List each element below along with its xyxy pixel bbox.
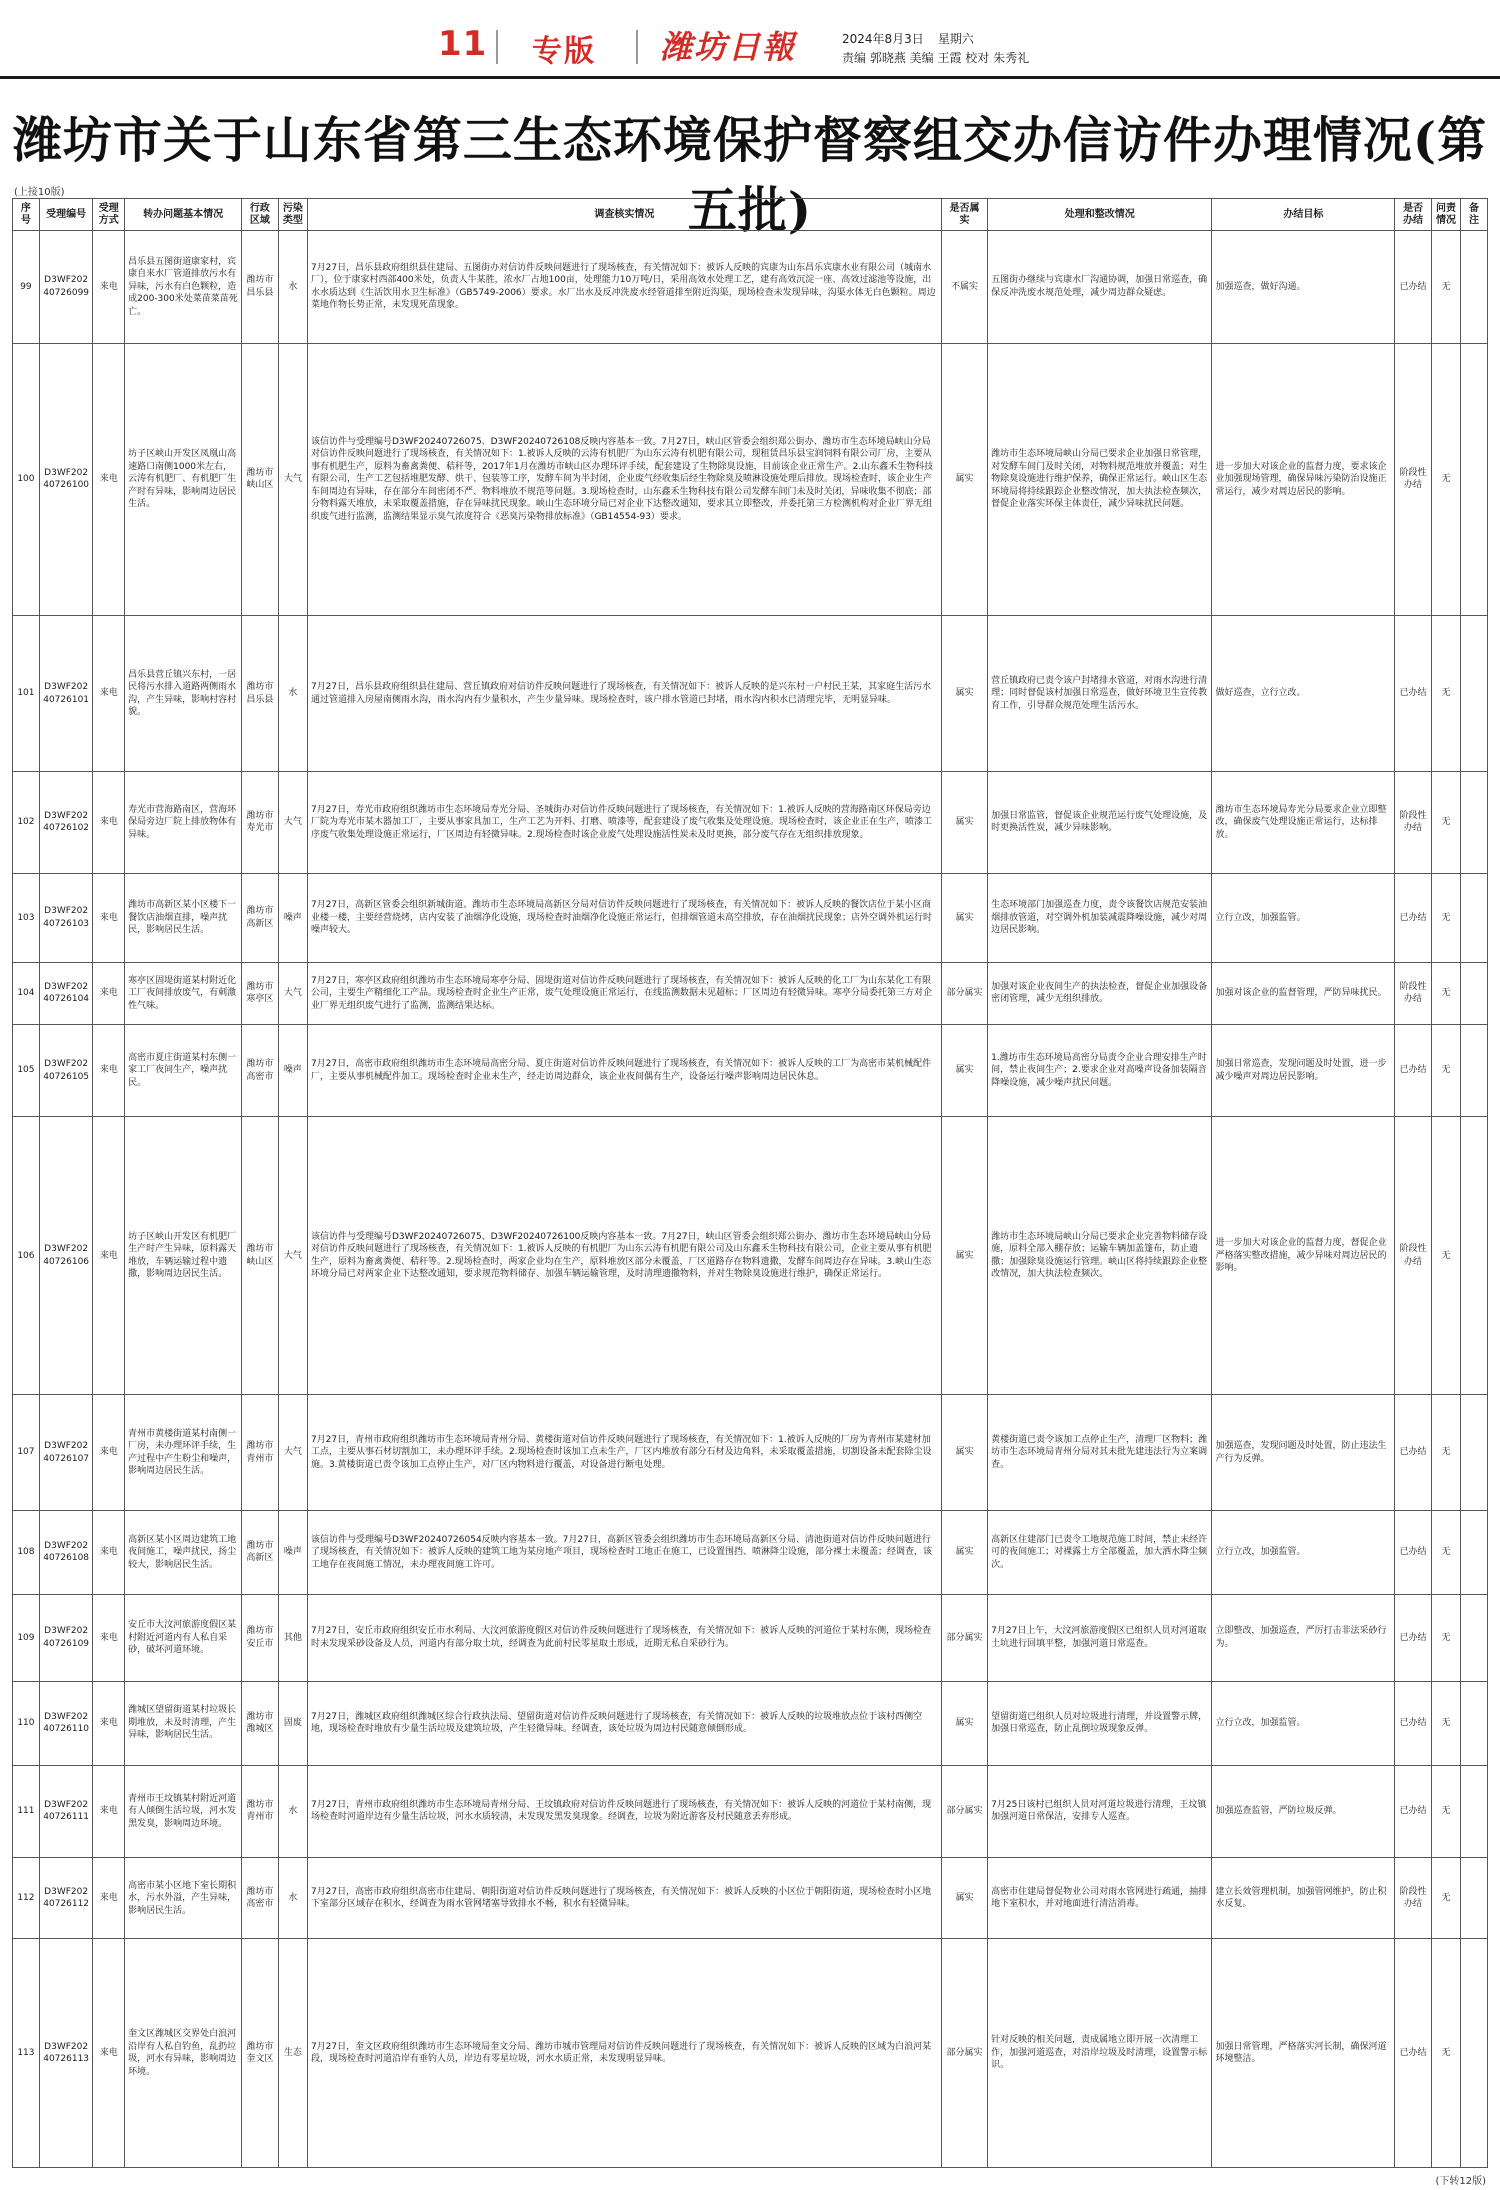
column-header: 转办问题基本情况 [125, 199, 242, 231]
completion-goal: 做好巡查，立行立改。 [1212, 615, 1395, 771]
investigation-text: 该信访件与受理编号D3WF20240726075、D3WF20240726100反映内容基本一致。7月27日，峡山区管委会组织郑公街办、潍坊市生态环境局峡山分局对信访件反映问题进行了现场核查，有关情况如下：1.被诉人反映的有机肥厂为山东云涛有机肥有限公司及山东鑫禾生物科技有限公司，企业主要从事有机肥生产，原料为畜禽粪便、秸秆等。2.现场检查时，两家企业均在生产，原料堆放区部分未覆盖，厂区道路存在物料遗撒，发酵车间周边存在异味。3.峡山生态环境分局已对两家企业下达整改通知，要求规范物料储存、加强车辆运输管理，及时清理遗撒物料，并对生物除臭设施进行维护，确保正常运行。 [307, 1117, 941, 1395]
accountability: 无 [1431, 1939, 1460, 2168]
closed-status: 阶段性办结 [1395, 1117, 1432, 1395]
case-id: D3WF20240726106 [39, 1117, 93, 1395]
handling-text: 高新区住建部门已责令工地规范施工时间，禁止未经许可的夜间施工；对裸露土方全部覆盖，加大洒水降尘频次。 [988, 1510, 1212, 1594]
intake-method: 来电 [93, 772, 125, 873]
handling-text: 望留街道已组织人员对垃圾进行清理，并设置警示牌，加强日常巡查，防止乱倒垃圾现象反弹。 [988, 1681, 1212, 1765]
pollution-type: 大气 [278, 1395, 307, 1511]
investigation-text: 7月27日，青州市政府组织潍坊市生态环境局青州分局、黄楼街道对信访件反映问题进行了现场核查，有关情况如下：1.被诉人反映的厂房为青州市某建材加工点，主要从事石材切割加工，未办理环评手续。2.现场检查时该加工点未生产，厂区内堆放有部分石材及边角料，未采取覆盖措施，切割设备未配套除尘设施。3.黄楼街道已责令该加工点停止生产，对厂区内物料进行覆盖，对设备进行断电处理。 [307, 1395, 941, 1511]
continued-to: (下转12版) [1435, 2176, 1486, 2187]
case-id: D3WF20240726113 [39, 1939, 93, 2168]
accountability: 无 [1431, 343, 1460, 615]
intake-method: 来电 [93, 1681, 125, 1765]
issue-summary: 坊子区峡山开发区有机肥厂生产时产生异味，原料露天堆放，车辆运输过程中遗撒，影响周边居民生活。 [125, 1117, 242, 1395]
verified-status: 属实 [941, 1024, 987, 1117]
masthead-rule [0, 76, 1500, 79]
issue-summary: 安丘市大汶河旅游度假区某村附近河道内有人私自采砂，破坏河道环境。 [125, 1594, 242, 1681]
admin-area: 潍坊市青州市 [242, 1395, 279, 1511]
case-id: D3WF20240726107 [39, 1395, 93, 1511]
admin-area: 潍坊市安丘市 [242, 1594, 279, 1681]
accountability: 无 [1431, 873, 1460, 963]
case-id: D3WF20240726104 [39, 963, 93, 1025]
column-header: 行政区域 [242, 199, 279, 231]
closed-status: 阶段性办结 [1395, 343, 1432, 615]
note [1461, 963, 1488, 1025]
accountability: 无 [1431, 1117, 1460, 1395]
investigation-text: 7月27日，寿光市政府组织潍坊市生态环境局寿光分局、圣城街办对信访件反映问题进行了现场核查，有关情况如下：1.被诉人反映的营海路南区环保局旁边厂院为寿光市某木器加工厂，主要从事家具加工，生产工艺为开料、打磨、喷漆等，配套建设了废气收集及处理设施。现场检查时，该企业正在生产，喷漆工序废气收集处理设施正常运行，厂区周边有轻微异味。2.现场检查时该企业废气处理设施活性炭未及时更换，部分废气存在无组织排放现象。 [307, 772, 941, 873]
case-id: D3WF20240726111 [39, 1765, 93, 1858]
closed-status: 已办结 [1395, 1939, 1432, 2168]
note [1461, 1024, 1488, 1117]
table-header [13, 199, 1488, 231]
verified-status: 属实 [941, 1681, 987, 1765]
handling-text: 加强对该企业夜间生产的执法检查，督促企业加强设备密闭管理，减少无组织排放。 [988, 963, 1212, 1025]
table-row [13, 1858, 1488, 1939]
verified-status: 属实 [941, 615, 987, 771]
case-id: D3WF20240726108 [39, 1510, 93, 1594]
completion-goal: 潍坊市生态环境局寿光分局要求企业立即整改，确保废气处理设施正常运行，达标排放。 [1212, 772, 1395, 873]
issue-summary: 坊子区峡山开发区凤凰山高速路口南侧1000米左右，云涛有机肥厂、有机肥厂生产时有异味，影响周边居民生活。 [125, 343, 242, 615]
verified-status: 不属实 [941, 231, 987, 344]
note [1461, 772, 1488, 873]
intake-method: 来电 [93, 231, 125, 344]
handling-text: 针对反映的相关问题，责成属地立即开展一次清理工作，加强河道巡查，对沿岸垃圾及时清理，设置警示标识。 [988, 1939, 1212, 2168]
handling-text: 潍坊市生态环境局峡山分局已要求企业加强日常管理，对发酵车间门及时关闭，对物料规范堆放并覆盖；对生物除臭设施进行维护保养，确保正常运行。峡山区生态环境局将持续跟踪企业整改情况，加大执法检查频次，督促企业落实环保主体责任，减少异味扰民问题。 [988, 343, 1212, 615]
table-row [13, 1681, 1488, 1765]
table-row [13, 1117, 1488, 1395]
note [1461, 1858, 1488, 1939]
handling-text: 五图街办继续与宾康水厂沟通协调，加强日常巡查，确保反冲洗废水规范处理，减少周边群众疑虑。 [988, 231, 1212, 344]
note [1461, 231, 1488, 344]
table-row [13, 1939, 1488, 2168]
column-header: 受理编号 [39, 199, 93, 231]
intake-method: 来电 [93, 1939, 125, 2168]
page-title: 潍坊市关于山东省第三生态环境保护督察组交办信访件办理情况(第五批) [12, 111, 1488, 239]
accountability: 无 [1431, 1024, 1460, 1117]
admin-area: 潍坊市寿光市 [242, 772, 279, 873]
column-header: 是否属实 [941, 199, 987, 231]
divider [496, 30, 498, 64]
table-row [13, 343, 1488, 615]
pollution-type: 水 [278, 1858, 307, 1939]
admin-area: 潍坊市潍城区 [242, 1681, 279, 1765]
section-name: 专版 [532, 34, 596, 69]
intake-method: 来电 [93, 873, 125, 963]
column-header: 受理方式 [93, 199, 125, 231]
note [1461, 1939, 1488, 2168]
intake-method: 来电 [93, 1117, 125, 1395]
closed-status: 阶段性办结 [1395, 772, 1432, 873]
issue-summary: 潍坊市高新区某小区楼下一餐饮店油烟直排，噪声扰民，影响居民生活。 [125, 873, 242, 963]
investigation-text: 7月27日，潍城区政府组织潍城区综合行政执法局、望留街道对信访件反映问题进行了现场核查，有关情况如下：被诉人反映的垃圾堆放点位于该村西侧空地，现场检查时堆放有少量生活垃圾及建筑垃圾，产生轻微异味。经调查，该处垃圾为周边村民随意倾倒形成。 [307, 1681, 941, 1765]
pollution-type: 大气 [278, 343, 307, 615]
table-row [13, 873, 1488, 963]
investigation-text: 7月27日，奎文区政府组织潍坊市生态环境局奎文分局、潍坊市城市管理局对信访件反映问题进行了现场核查，有关情况如下：被诉人反映的区域为白浪河某段，现场检查时河道沿岸有垂钓人员，岸边有零星垃圾，河水水质正常，未发现明显异味。 [307, 1939, 941, 2168]
intake-method: 来电 [93, 1024, 125, 1117]
row-number: 111 [13, 1765, 40, 1858]
verified-status: 属实 [941, 873, 987, 963]
completion-goal: 加强巡查，做好沟通。 [1212, 231, 1395, 344]
verified-status: 部分属实 [941, 1939, 987, 2168]
pollution-type: 其他 [278, 1594, 307, 1681]
completion-goal: 立即整改，加强巡查，严厉打击非法采砂行为。 [1212, 1594, 1395, 1681]
closed-status: 已办结 [1395, 1681, 1432, 1765]
accountability: 无 [1431, 772, 1460, 873]
closed-status: 已办结 [1395, 615, 1432, 771]
table-row [13, 1395, 1488, 1511]
intake-method: 来电 [93, 343, 125, 615]
verified-status: 属实 [941, 772, 987, 873]
issue-weekday: 星期六 [937, 32, 974, 46]
note [1461, 1681, 1488, 1765]
issue-meta [842, 30, 1029, 68]
pollution-type: 水 [278, 615, 307, 771]
closed-status: 已办结 [1395, 1510, 1432, 1594]
case-id: D3WF20240726101 [39, 615, 93, 771]
completion-goal: 立行立改，加强监管。 [1212, 873, 1395, 963]
intake-method: 来电 [93, 1858, 125, 1939]
note [1461, 1510, 1488, 1594]
accountability: 无 [1431, 1858, 1460, 1939]
issue-summary: 昌乐县五图街道康家村，宾康自来水厂管道排放污水有异味，污水有白色颗粒，造成200-300米处菜苗菜苗死亡。 [125, 231, 242, 344]
pollution-type: 大气 [278, 1117, 307, 1395]
completion-goal: 加强日常巡查，发现问题及时处置，进一步减少噪声对周边居民影响。 [1212, 1024, 1395, 1117]
column-header: 备注 [1461, 199, 1488, 231]
closed-status: 阶段性办结 [1395, 963, 1432, 1025]
verified-status: 部分属实 [941, 963, 987, 1025]
issue-summary: 高新区某小区周边建筑工地夜间施工，噪声扰民，扬尘较大，影响居民生活。 [125, 1510, 242, 1594]
column-header: 调查核实情况 [307, 199, 941, 231]
table-row [13, 1765, 1488, 1858]
pollution-type: 大气 [278, 963, 307, 1025]
note [1461, 1765, 1488, 1858]
intake-method: 来电 [93, 963, 125, 1025]
pollution-type: 固废 [278, 1681, 307, 1765]
admin-area: 潍坊市高新区 [242, 873, 279, 963]
verified-status: 属实 [941, 1858, 987, 1939]
row-number: 102 [13, 772, 40, 873]
verified-status: 属实 [941, 343, 987, 615]
table-row [13, 963, 1488, 1025]
accountability: 无 [1431, 1681, 1460, 1765]
handling-text: 黄楼街道已责令该加工点停止生产，清理厂区物料；潍坊市生态环境局青州分局对其未批先建违法行为立案调查。 [988, 1395, 1212, 1511]
closed-status: 已办结 [1395, 1594, 1432, 1681]
issue-summary: 寒亭区固堤街道某村附近化工厂夜间排放废气，有刺激性气味。 [125, 963, 242, 1025]
investigation-text: 7月27日，高密市政府组织高密市住建局、朝阳街道对信访件反映问题进行了现场核查，有关情况如下：被诉人反映的小区位于朝阳街道，现场检查时小区地下室部分区域存在积水，经调查为雨水管网堵塞导致排水不畅，积水有轻微异味。 [307, 1858, 941, 1939]
column-header: 污染类型 [278, 199, 307, 231]
investigation-text: 该信访件与受理编号D3WF20240726075、D3WF20240726108反映内容基本一致。7月27日，峡山区管委会组织郑公街办、潍坊市生态环境局峡山分局对信访件反映问题进行了现场核查，有关情况如下：1.被诉人反映的云涛有机肥厂为山东云涛有机肥有限公司，现租赁昌乐县宝润饲料有限公司厂房，主要从事有机肥生产，原料为畜禽粪便、秸秆等，2017年1月在潍坊市峡山区办理环评手续，配套建设了生物除臭设施，目前该企业正常生产。2.山东鑫禾生物科技有限公司，生产工艺包括堆肥发酵、烘干、包装等工序，发酵车间为半封闭，企业废气经收集后经生物除臭及喷淋设施处理后排放。现场检查时，该企业生产车间周边有异味，存在部分车间密闭不严、物料堆放不规范等问题。3.现场检查时，山东鑫禾生物科技有限公司发酵车间门未及时关闭，异味收集不彻底；部分物料露天堆放，未采取覆盖措施，存在异味扰民现象。峡山生态环境分局已对企业下达整改通知，要求其立即整改，并委托第三方检测机构对企业厂界无组织废气进行监测，监测结果显示臭气浓度符合《恶臭污染物排放标准》（GB14554-93）要求。 [307, 343, 941, 615]
verified-status: 部分属实 [941, 1594, 987, 1681]
admin-area: 潍坊市昌乐县 [242, 231, 279, 344]
row-number: 101 [13, 615, 40, 771]
row-number: 103 [13, 873, 40, 963]
note [1461, 1117, 1488, 1395]
row-number: 108 [13, 1510, 40, 1594]
editors-line: 责编 郭晓燕 美编 王霞 校对 朱秀礼 [842, 51, 1030, 65]
handling-text: 高密市住建局督促物业公司对雨水管网进行疏通，抽排地下室积水，并对地面进行清洁消毒。 [988, 1858, 1212, 1939]
column-header: 办结目标 [1212, 199, 1395, 231]
note [1461, 1395, 1488, 1511]
table-row [13, 615, 1488, 771]
accountability: 无 [1431, 615, 1460, 771]
admin-area: 潍坊市奎文区 [242, 1939, 279, 2168]
row-number: 110 [13, 1681, 40, 1765]
verified-status: 属实 [941, 1395, 987, 1511]
investigation-text: 7月27日，寒亭区政府组织潍坊市生态环境局寒亭分局、固堤街道对信访件反映问题进行了现场核查，有关情况如下：被诉人反映的化工厂为山东某化工有限公司，主要生产精细化工产品。现场检查时企业生产正常，废气处理设施正常运行，在线监测数据未见超标；厂区周边有轻微异味。寒亭分局委托第三方对企业厂界无组织废气进行了监测，监测结果达标。 [307, 963, 941, 1025]
intake-method: 来电 [93, 1765, 125, 1858]
intake-method: 来电 [93, 1594, 125, 1681]
investigation-text: 7月27日，高新区管委会组织新城街道、潍坊市生态环境局高新区分局对信访件反映问题进行了现场核查，有关情况如下：被诉人反映的餐饮店位于某小区商业楼一楼，主要经营烧烤，店内安装了油烟净化设施，现场检查时油烟净化设施正常运行，但排烟管道未高空排放，存在油烟扰民现象；店外空调外机运行时噪声较大。 [307, 873, 941, 963]
accountability: 无 [1431, 1594, 1460, 1681]
issue-date: 2024年8月3日 [842, 32, 924, 46]
investigation-text: 7月27日，昌乐县政府组织县住建局、营丘镇政府对信访件反映问题进行了现场核查，有关情况如下：被诉人反映的是兴东村一户村民王某，其家庭生活污水通过管道排入房屋南侧雨水沟，雨水沟内有少量积水，产生少量异味。现场检查时，该户排水管道已封堵，雨水沟内积水已清理完毕，无明显异味。 [307, 615, 941, 771]
handling-text: 1.潍坊市生态环境局高密分局责令企业合理安排生产时间，禁止夜间生产；2.要求企业对高噪声设备加装隔音降噪设施，减少噪声扰民问题。 [988, 1024, 1212, 1117]
pollution-type: 噪声 [278, 1510, 307, 1594]
investigation-text: 7月27日，高密市政府组织潍坊市生态环境局高密分局、夏庄街道对信访件反映问题进行了现场核查，有关情况如下：被诉人反映的工厂为高密市某机械配件厂，主要从事机械配件加工。现场检查时企业未生产，经走访周边群众，该企业夜间偶有生产，设备运行噪声影响周边居民休息。 [307, 1024, 941, 1117]
verified-status: 属实 [941, 1117, 987, 1395]
investigation-text: 7月27日，青州市政府组织潍坊市生态环境局青州分局、王坟镇政府对信访件反映问题进行了现场核查，有关情况如下：被诉人反映的河道位于某村南侧，现场检查时河道岸边有少量生活垃圾，河水水质较清，未发现发黑发臭现象。经调查，垃圾为附近游客及村民随意丢弃形成。 [307, 1765, 941, 1858]
accountability: 无 [1431, 1395, 1460, 1511]
case-id: D3WF20240726100 [39, 343, 93, 615]
investigation-text: 该信访件与受理编号D3WF20240726054反映内容基本一致。7月27日，高新区管委会组织潍坊市生态环境局高新区分局、清池街道对信访件反映问题进行了现场核查，有关情况如下：被诉人反映的建筑工地为某房地产项目，现场检查时工地正在施工，已设置围挡、喷淋降尘设施，部分裸土未覆盖；经调查，该工地存在夜间施工情况，未办理夜间施工许可。 [307, 1510, 941, 1594]
accountability: 无 [1431, 231, 1460, 344]
divider [636, 30, 638, 64]
admin-area: 潍坊市高新区 [242, 1510, 279, 1594]
row-number: 104 [13, 963, 40, 1025]
pollution-type: 大气 [278, 772, 307, 873]
admin-area: 潍坊市寒亭区 [242, 963, 279, 1025]
row-number: 106 [13, 1117, 40, 1395]
issue-summary: 潍城区望留街道某村垃圾长期堆放，未及时清理，产生异味，影响居民生活。 [125, 1681, 242, 1765]
completion-goal: 立行立改，加强监管。 [1212, 1681, 1395, 1765]
page-number: 11 [438, 24, 488, 64]
closed-status: 已办结 [1395, 231, 1432, 344]
table-row [13, 772, 1488, 873]
case-id: D3WF20240726105 [39, 1024, 93, 1117]
investigation-text: 7月27日，安丘市政府组织安丘市水利局、大汶河旅游度假区对信访件反映问题进行了现场核查，有关情况如下：被诉人反映的河道位于某村东侧，现场检查时未发现采砂设备及人员，河道内有部分取土坑，经调查为此前村民零星取土形成，近期无私自采砂行为。 [307, 1594, 941, 1681]
completion-goal: 进一步加大对该企业的监督力度，要求该企业加强现场管理，确保异味污染防治设施正常运行，减少对周边居民的影响。 [1212, 343, 1395, 615]
issue-summary: 青州市王坟镇某村附近河道有人倾倒生活垃圾，河水发黑发臭，影响周边环境。 [125, 1765, 242, 1858]
accountability: 无 [1431, 1765, 1460, 1858]
intake-method: 来电 [93, 1395, 125, 1511]
row-number: 99 [13, 231, 40, 344]
accountability: 无 [1431, 1510, 1460, 1594]
admin-area: 潍坊市高密市 [242, 1858, 279, 1939]
handling-text: 7月25日该村已组织人员对河道垃圾进行清理，王坟镇加强河道日常保洁，安排专人巡查。 [988, 1765, 1212, 1858]
note [1461, 615, 1488, 771]
row-number: 100 [13, 343, 40, 615]
row-number: 113 [13, 1939, 40, 2168]
closed-status: 已办结 [1395, 1395, 1432, 1511]
pollution-type: 噪声 [278, 1024, 307, 1117]
row-number: 105 [13, 1024, 40, 1117]
investigation-text: 7月27日，昌乐县政府组织县住建局、五图街办对信访件反映问题进行了现场核查，有关情况如下：被诉人反映的宾康为山东昌乐宾康水业有限公司（城南水厂），位于康家村西部400米处，负责人牛某胜，浓水厂占地100亩，处理能力10万吨/日，采用高效水处理工艺，建有高效沉淀一座、高效过滤池等设施，出水水质达到《生活饮用水卫生标准》（GB5749-2006）要求。水厂出水及反冲洗废水经管道排至附近沟渠，现场检查未发现异味，沟渠水体无白色颗粒。周边菜地作物长势正常，未发现死苗现象。 [307, 231, 941, 344]
admin-area: 潍坊市高密市 [242, 1024, 279, 1117]
table-row [13, 1594, 1488, 1681]
completion-goal: 加强巡查，发现问题及时处置，防止违法生产行为反弹。 [1212, 1395, 1395, 1511]
issue-summary: 昌乐县营丘镇兴东村，一居民将污水排入道路两侧雨水沟，产生异味，影响村容村貌。 [125, 615, 242, 771]
closed-status: 阶段性办结 [1395, 1858, 1432, 1939]
pollution-type: 噪声 [278, 873, 307, 963]
issue-summary: 高密市某小区地下室长期积水，污水外溢，产生异味，影响居民生活。 [125, 1858, 242, 1939]
intake-method: 来电 [93, 1510, 125, 1594]
row-number: 109 [13, 1594, 40, 1681]
note [1461, 1594, 1488, 1681]
admin-area: 潍坊市青州市 [242, 1765, 279, 1858]
column-header: 是否办结 [1395, 199, 1432, 231]
case-id: D3WF20240726103 [39, 873, 93, 963]
row-number: 112 [13, 1858, 40, 1939]
table-body [13, 231, 1488, 2168]
cases-table [12, 198, 1488, 2168]
handling-text: 加强日常监管，督促该企业规范运行废气处理设施，及时更换活性炭，减少异味影响。 [988, 772, 1212, 873]
completion-goal: 建立长效管理机制，加强管网维护，防止积水反复。 [1212, 1858, 1395, 1939]
note [1461, 873, 1488, 963]
intake-method: 来电 [93, 615, 125, 771]
table-row [13, 1024, 1488, 1117]
case-id: D3WF20240726099 [39, 231, 93, 344]
handling-text: 7月27日上午，大汶河旅游度假区已组织人员对河道取土坑进行回填平整，加强河道日常巡查。 [988, 1594, 1212, 1681]
row-number: 107 [13, 1395, 40, 1511]
newspaper-logo: 潍坊日報 [660, 28, 797, 66]
column-header: 序号 [13, 199, 40, 231]
closed-status: 已办结 [1395, 873, 1432, 963]
issue-summary: 寿光市营海路南区，营海环保局旁边厂院上排放物体有异味。 [125, 772, 242, 873]
admin-area: 潍坊市昌乐县 [242, 615, 279, 771]
case-id: D3WF20240726102 [39, 772, 93, 873]
closed-status: 已办结 [1395, 1024, 1432, 1117]
table-row [13, 231, 1488, 344]
handling-text: 潍坊市生态环境局峡山分局已要求企业完善物料储存设施，原料全部入棚存放；运输车辆加盖篷布，防止遗撒；加强除臭设施运行管理。峡山区将持续跟踪企业整改情况，加大执法检查频次。 [988, 1117, 1212, 1395]
verified-status: 部分属实 [941, 1765, 987, 1858]
issue-summary: 高密市夏庄街道某村东侧一家工厂夜间生产，噪声扰民。 [125, 1024, 242, 1117]
admin-area: 潍坊市峡山区 [242, 1117, 279, 1395]
accountability: 无 [1431, 963, 1460, 1025]
completion-goal: 加强巡查监管，严防垃圾反弹。 [1212, 1765, 1395, 1858]
issue-summary: 青州市黄楼街道某村南侧一厂房，未办理环评手续，生产过程中产生粉尘和噪声，影响周边居民生活。 [125, 1395, 242, 1511]
completion-goal: 加强日常管理，严格落实河长制，确保河道环境整洁。 [1212, 1939, 1395, 2168]
masthead [0, 0, 1500, 78]
closed-status: 已办结 [1395, 1765, 1432, 1858]
pollution-type: 水 [278, 1765, 307, 1858]
continued-from: (上接10版) [14, 187, 65, 198]
issue-summary: 奎文区潍城区交界处白浪河沿岸有人私自钓鱼，乱扔垃圾，河水有异味，影响周边环境。 [125, 1939, 242, 2168]
handling-text: 营丘镇政府已责令该户封堵排水管道，对雨水沟进行清理；同时督促该村加强日常巡查，做好环境卫生宣传教育工作，引导群众规范处理生活污水。 [988, 615, 1212, 771]
handling-text: 生态环境部门加强巡查力度，责令该餐饮店规范安装油烟排放管道，对空调外机加装减震降噪设施，减少对周边居民影响。 [988, 873, 1212, 963]
table-row [13, 1510, 1488, 1594]
verified-status: 属实 [941, 1510, 987, 1594]
case-id: D3WF20240726109 [39, 1594, 93, 1681]
completion-goal: 加强对该企业的监督管理，严防异味扰民。 [1212, 963, 1395, 1025]
case-id: D3WF20240726110 [39, 1681, 93, 1765]
admin-area: 潍坊市峡山区 [242, 343, 279, 615]
completion-goal: 进一步加大对该企业的监督力度，督促企业严格落实整改措施，减少异味对周边居民的影响。 [1212, 1117, 1395, 1395]
column-header: 处理和整改情况 [988, 199, 1212, 231]
pollution-type: 水 [278, 231, 307, 344]
completion-goal: 立行立改，加强监管。 [1212, 1510, 1395, 1594]
note [1461, 343, 1488, 615]
pollution-type: 生态 [278, 1939, 307, 2168]
column-header: 问责情况 [1431, 199, 1460, 231]
case-id: D3WF20240726112 [39, 1858, 93, 1939]
